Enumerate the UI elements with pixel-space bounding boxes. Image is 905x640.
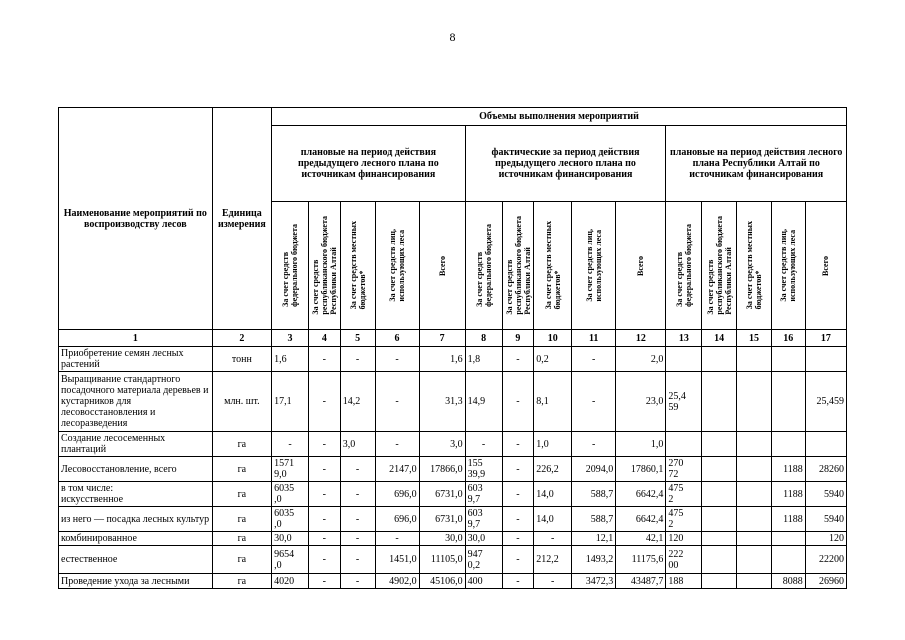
- value-cell: 947 0,2: [465, 546, 502, 574]
- table-row: [59, 347, 847, 372]
- column-number-cell: 13: [666, 330, 702, 347]
- value-cell: 42,1: [616, 532, 666, 546]
- value-cell: -: [340, 457, 375, 482]
- value-cell: 30,0: [465, 532, 502, 546]
- column-number-cell: 4: [308, 330, 340, 347]
- value-cell: -: [272, 432, 309, 457]
- value-cell: 6642,4: [616, 482, 666, 507]
- value-cell: -: [308, 372, 340, 432]
- value-cell: 6642,4: [616, 507, 666, 532]
- value-cell: 2,0: [616, 347, 666, 372]
- value-cell: 43487,7: [616, 574, 666, 589]
- header-source-g1-s2: [308, 202, 340, 330]
- activity-name-cell: Проведение ухода за лесными: [59, 574, 213, 589]
- value-cell: 1,0: [616, 432, 666, 457]
- value-cell: 17860,1: [616, 457, 666, 482]
- value-cell: 23,0: [616, 372, 666, 432]
- column-number-cell: 9: [502, 330, 534, 347]
- header-source-g3-s3: [737, 202, 772, 330]
- value-cell: [702, 574, 737, 589]
- header-source-label: Всего: [821, 255, 831, 276]
- header-source-g3-s5: [805, 202, 846, 330]
- value-cell: 11175,6: [616, 546, 666, 574]
- value-cell: [666, 347, 702, 372]
- header-source-label: За счет средств республиканского бюджета Республики Алтай: [310, 216, 338, 315]
- page-number: 8: [449, 30, 456, 44]
- header-source-g3-s1: [666, 202, 702, 330]
- value-cell: -: [340, 482, 375, 507]
- value-cell: 1,6: [419, 347, 465, 372]
- value-cell: -: [502, 574, 534, 589]
- value-cell: 6731,0: [419, 482, 465, 507]
- header-source-g3-s4: [771, 202, 805, 330]
- value-cell: -: [502, 532, 534, 546]
- header-source-g1-s4: [375, 202, 419, 330]
- value-cell: 120: [666, 532, 702, 546]
- table-row: [59, 432, 847, 457]
- value-cell: -: [308, 482, 340, 507]
- header-source-g2-s5: [616, 202, 666, 330]
- unit-cell: га: [212, 507, 271, 532]
- value-cell: -: [502, 432, 534, 457]
- value-cell: 475 2: [666, 507, 702, 532]
- unit-cell: га: [212, 574, 271, 589]
- table-row: [59, 482, 847, 507]
- value-cell: 30,0: [272, 532, 309, 546]
- table-row: [59, 574, 847, 589]
- column-number-cell: 3: [272, 330, 309, 347]
- value-cell: -: [375, 532, 419, 546]
- column-number-cell: 14: [702, 330, 737, 347]
- table-row: [59, 457, 847, 482]
- unit-cell: га: [212, 432, 271, 457]
- value-cell: -: [375, 432, 419, 457]
- value-cell: 6035 ,0: [272, 507, 309, 532]
- header-source-g1-s1: [272, 202, 309, 330]
- value-cell: [771, 372, 805, 432]
- value-cell: [771, 532, 805, 546]
- value-cell: 12,1: [572, 532, 616, 546]
- value-cell: 212,2: [534, 546, 572, 574]
- header-source-label: За счет средств местных бюджетов*: [543, 221, 562, 310]
- value-cell: 4902,0: [375, 574, 419, 589]
- value-cell: 1188: [771, 482, 805, 507]
- header-subgroup-planned-previous: плановые на период действия предыдущего лесного плана по источникам финансирования: [272, 126, 466, 202]
- value-cell: 475 2: [666, 482, 702, 507]
- column-number-cell: 15: [737, 330, 772, 347]
- value-cell: -: [502, 482, 534, 507]
- header-source-g2-s2: [502, 202, 534, 330]
- value-cell: 588,7: [572, 482, 616, 507]
- value-cell: -: [502, 457, 534, 482]
- value-cell: [737, 482, 772, 507]
- value-cell: 28260: [805, 457, 846, 482]
- header-source-label: За счет средств лиц, использующих леса: [779, 229, 798, 302]
- value-cell: 8088: [771, 574, 805, 589]
- value-cell: -: [340, 574, 375, 589]
- value-cell: 3,0: [340, 432, 375, 457]
- header-subgroup-actual-previous: фактические за период действия предыдущего лесного плана по источникам финансирования: [465, 126, 666, 202]
- value-cell: 17866,0: [419, 457, 465, 482]
- value-cell: -: [572, 372, 616, 432]
- activity-name-cell: из него — посадка лесных культур: [59, 507, 213, 532]
- value-cell: [737, 574, 772, 589]
- column-number-cell: 11: [572, 330, 616, 347]
- value-cell: [805, 347, 846, 372]
- unit-cell: га: [212, 457, 271, 482]
- value-cell: [737, 546, 772, 574]
- unit-cell: га: [212, 482, 271, 507]
- header-source-label: За счет средств республиканского бюджета Республики Алтай: [705, 216, 733, 315]
- unit-cell: га: [212, 532, 271, 546]
- value-cell: [737, 457, 772, 482]
- value-cell: 2147,0: [375, 457, 419, 482]
- value-cell: 0,2: [534, 347, 572, 372]
- header-source-label: За счет средств лиц, использующих леса: [388, 229, 407, 302]
- table-row: [59, 507, 847, 532]
- value-cell: 6731,0: [419, 507, 465, 532]
- header-source-label: За счет средств лиц, использующих леса: [584, 229, 603, 302]
- value-cell: -: [375, 372, 419, 432]
- value-cell: 696,0: [375, 507, 419, 532]
- value-cell: [737, 507, 772, 532]
- activity-name-cell: Создание лесосеменных плантаций: [59, 432, 213, 457]
- value-cell: -: [340, 347, 375, 372]
- column-number-cell: 1: [59, 330, 213, 347]
- value-cell: -: [534, 532, 572, 546]
- value-cell: 1188: [771, 507, 805, 532]
- value-cell: -: [308, 507, 340, 532]
- value-cell: 1,6: [272, 347, 309, 372]
- header-source-label: За счет средств местных бюджетов*: [348, 221, 367, 310]
- value-cell: -: [308, 347, 340, 372]
- value-cell: 8,1: [534, 372, 572, 432]
- value-cell: 1571 9,0: [272, 457, 309, 482]
- header-source-label: Всего: [636, 255, 646, 276]
- value-cell: [771, 546, 805, 574]
- unit-cell: млн. шт.: [212, 372, 271, 432]
- value-cell: 17,1: [272, 372, 309, 432]
- value-cell: -: [340, 546, 375, 574]
- value-cell: [737, 432, 772, 457]
- value-cell: 270 72: [666, 457, 702, 482]
- value-cell: 222 00: [666, 546, 702, 574]
- value-cell: 6035 ,0: [272, 482, 309, 507]
- value-cell: 3472,3: [572, 574, 616, 589]
- value-cell: 14,0: [534, 507, 572, 532]
- activity-name-cell: Выращивание стандартного посадочного материала деревьев и кустарников для лесовосстановления и лесоразведения: [59, 372, 213, 432]
- value-cell: 603 9,7: [465, 482, 502, 507]
- header-unit: Единица измерения: [212, 108, 271, 330]
- header-source-label: За счет средств республиканского бюджета Республики Алтай: [504, 216, 532, 315]
- value-cell: 188: [666, 574, 702, 589]
- value-cell: -: [534, 574, 572, 589]
- value-cell: 5940: [805, 482, 846, 507]
- value-cell: [737, 347, 772, 372]
- value-cell: 14,2: [340, 372, 375, 432]
- value-cell: [702, 532, 737, 546]
- header-source-g1-s3: [340, 202, 375, 330]
- header-source-label: Всего: [437, 255, 447, 276]
- value-cell: -: [308, 546, 340, 574]
- value-cell: 1,8: [465, 347, 502, 372]
- column-number-cell: 8: [465, 330, 502, 347]
- value-cell: [702, 507, 737, 532]
- header-source-label: За счет средств федерального бюджета: [474, 224, 493, 307]
- value-cell: [702, 482, 737, 507]
- value-cell: 14,0: [534, 482, 572, 507]
- value-cell: 25,4 59: [666, 372, 702, 432]
- header-source-g2-s1: [465, 202, 502, 330]
- value-cell: [805, 432, 846, 457]
- value-cell: -: [340, 507, 375, 532]
- value-cell: 588,7: [572, 507, 616, 532]
- value-cell: [771, 347, 805, 372]
- header-source-g3-s2: [702, 202, 737, 330]
- header-subgroup-planned-current: плановые на период действия лесного плана Республики Алтай по источникам финансирования: [666, 126, 847, 202]
- activity-name-cell: Приобретение семян лесных растений: [59, 347, 213, 372]
- column-number-cell: 12: [616, 330, 666, 347]
- header-name: Наименование мероприятий по воспроизводству лесов: [59, 108, 213, 330]
- activity-name-cell: комбинированное: [59, 532, 213, 546]
- value-cell: -: [465, 432, 502, 457]
- header-source-g1-s5: [419, 202, 465, 330]
- value-cell: [702, 347, 737, 372]
- value-cell: 603 9,7: [465, 507, 502, 532]
- header-source-label: За счет средств местных бюджетов*: [744, 221, 763, 310]
- value-cell: -: [340, 532, 375, 546]
- unit-cell: тонн: [212, 347, 271, 372]
- value-cell: [737, 532, 772, 546]
- value-cell: 30,0: [419, 532, 465, 546]
- value-cell: -: [502, 507, 534, 532]
- value-cell: -: [502, 372, 534, 432]
- value-cell: [702, 546, 737, 574]
- value-cell: 1451,0: [375, 546, 419, 574]
- value-cell: -: [502, 546, 534, 574]
- value-cell: -: [308, 457, 340, 482]
- value-cell: [702, 457, 737, 482]
- value-cell: 1188: [771, 457, 805, 482]
- value-cell: -: [308, 432, 340, 457]
- value-cell: 22200: [805, 546, 846, 574]
- column-number-cell: 6: [375, 330, 419, 347]
- column-number-cell: 2: [212, 330, 271, 347]
- value-cell: 2094,0: [572, 457, 616, 482]
- value-cell: 26960: [805, 574, 846, 589]
- value-cell: -: [502, 347, 534, 372]
- value-cell: -: [375, 347, 419, 372]
- value-cell: 9654 ,0: [272, 546, 309, 574]
- column-number-cell: 7: [419, 330, 465, 347]
- table-row: [59, 532, 847, 546]
- value-cell: 1493,2: [572, 546, 616, 574]
- activity-name-cell: в том числе: искусственное: [59, 482, 213, 507]
- value-cell: -: [572, 347, 616, 372]
- value-cell: -: [572, 432, 616, 457]
- unit-cell: га: [212, 546, 271, 574]
- activity-name-cell: Лесовосстановление, всего: [59, 457, 213, 482]
- table-row: [59, 372, 847, 432]
- reforestation-table: [58, 107, 847, 589]
- value-cell: [702, 432, 737, 457]
- value-cell: [771, 432, 805, 457]
- value-cell: 25,459: [805, 372, 846, 432]
- value-cell: 4020: [272, 574, 309, 589]
- header-source-g2-s4: [572, 202, 616, 330]
- header-source-label: За счет средств федерального бюджета: [674, 224, 693, 307]
- value-cell: 696,0: [375, 482, 419, 507]
- header-source-g2-s3: [534, 202, 572, 330]
- value-cell: -: [308, 532, 340, 546]
- value-cell: [666, 432, 702, 457]
- value-cell: 11105,0: [419, 546, 465, 574]
- value-cell: 5940: [805, 507, 846, 532]
- value-cell: 45106,0: [419, 574, 465, 589]
- value-cell: 31,3: [419, 372, 465, 432]
- header-source-label: За счет средств федерального бюджета: [281, 224, 299, 307]
- column-number-cell: 10: [534, 330, 572, 347]
- value-cell: [737, 372, 772, 432]
- value-cell: -: [308, 574, 340, 589]
- value-cell: 14,9: [465, 372, 502, 432]
- value-cell: 155 39,9: [465, 457, 502, 482]
- value-cell: 120: [805, 532, 846, 546]
- value-cell: 1,0: [534, 432, 572, 457]
- table-row: [59, 546, 847, 574]
- value-cell: 400: [465, 574, 502, 589]
- value-cell: [702, 372, 737, 432]
- column-number-cell: 5: [340, 330, 375, 347]
- value-cell: 226,2: [534, 457, 572, 482]
- column-number-cell: 16: [771, 330, 805, 347]
- column-number-cell: 17: [805, 330, 846, 347]
- activity-name-cell: естественное: [59, 546, 213, 574]
- value-cell: 3,0: [419, 432, 465, 457]
- header-group-title: Объемы выполнения мероприятий: [272, 108, 847, 126]
